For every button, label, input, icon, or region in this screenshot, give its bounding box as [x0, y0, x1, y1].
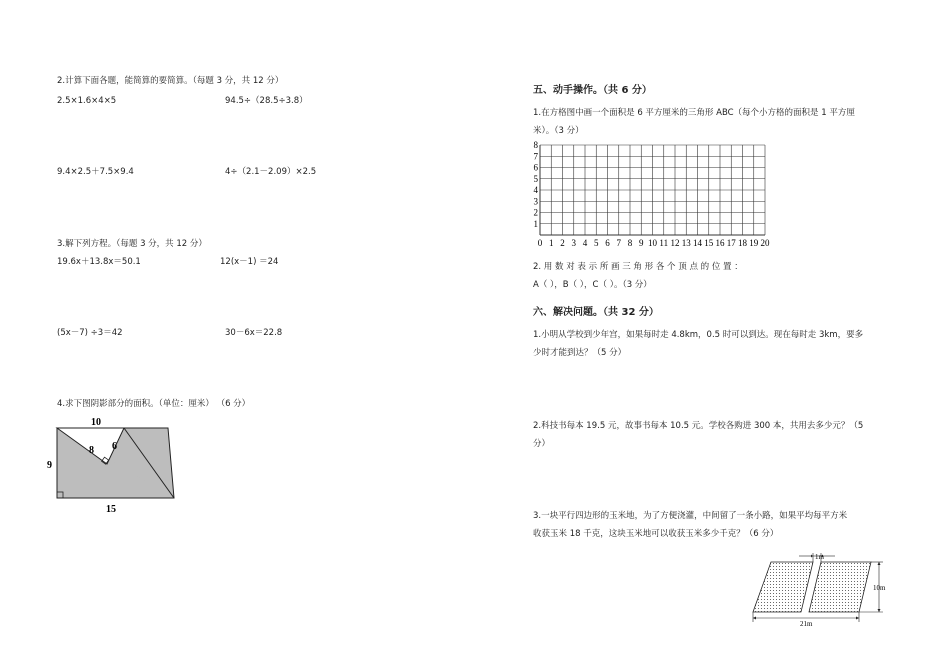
grid-x-label: 3 [571, 238, 576, 248]
s5-q2-line1: 2. 用 数 对 表 示 所 画 三 角 形 各 个 顶 点 的 位 置 ： [533, 262, 743, 272]
s5-q2-line2: A（ ），B（ ），C（ ）。（3 分） [533, 280, 652, 290]
label-left: 9 [47, 460, 52, 471]
grid-x-label: 10 [648, 238, 657, 248]
label-inner-right: 6 [112, 441, 117, 452]
coordinate-grid [528, 140, 778, 250]
s6-q3-line1: 3.一块平行四边形的玉米地，为了方便浇灌，中间留了一条小路，如果平均每平方米 [533, 511, 848, 521]
grid-x-label: 8 [627, 238, 633, 248]
grid-x-label: 7 [616, 238, 621, 248]
field-left-part [753, 562, 813, 612]
grid-x-label: 1 [549, 238, 554, 248]
grid-x-label: 17 [726, 238, 736, 248]
q2-item-3: 9.4×2.5＋7.5×9.4 [57, 167, 134, 177]
s6-q1-line2: 少时才能到达？（5 分） [533, 348, 627, 358]
s6-q1-line1: 1.小明从学校到少年宫，如果每时走 4.8km，0.5 时可以到达。现在每时走 3km，要多 [533, 330, 864, 340]
grid-x-label: 2 [560, 238, 565, 248]
base-label: 21m [800, 620, 813, 628]
grid-y-label: 6 [533, 162, 538, 173]
label-bottom: 15 [106, 504, 116, 515]
q2-item-1: 2.5×1.6×4×5 [57, 96, 117, 106]
grid-x-label: 5 [594, 238, 599, 248]
q2-item-2: 94.5÷（28.5÷3.8） [225, 96, 308, 106]
q4-title: 4.求下图阴影部分的面积。（单位：厘米） （6 分） [57, 399, 251, 409]
s6-q2-line1: 2.科技书每本 19.5 元，故事书每本 10.5 元。学校各购进 300 本，共用去多少元？（5 [533, 421, 864, 431]
grid-y-label: 8 [533, 140, 538, 150]
grid-x-label: 6 [605, 238, 610, 248]
label-inner-left: 8 [89, 445, 94, 456]
s6-q3-line2: 收获玉米 18 千克，这块玉米地可以收获玉米多少千克？（6 分） [533, 529, 779, 539]
grid-x-label: 0 [537, 238, 543, 248]
grid-y-label: 5 [533, 173, 538, 184]
grid-x-label: 20 [760, 238, 770, 248]
grid-x-label: 15 [704, 238, 714, 248]
q3-title: 3.解下列方程。（每题 3 分，共 12 分） [57, 239, 207, 249]
grid-x-label: 11 [659, 238, 669, 248]
grid-y-label: 1 [533, 218, 538, 229]
q3-item-3: (5x－7) ÷3＝42 [57, 328, 123, 338]
grid-x-label: 12 [670, 238, 680, 248]
path-width-label: 1m [815, 553, 824, 561]
s6-q2-line2: 分） [533, 439, 551, 449]
q2-title: 2.计算下面各题，能简算的要简算。（每题 3 分，共 12 分） [57, 76, 284, 86]
grid-x-label: 14 [693, 238, 702, 248]
height-label: 10m [873, 584, 886, 592]
q3-item-2: 12(x－1) ＝24 [220, 257, 279, 267]
grid-x-label: 9 [639, 238, 644, 248]
s5-q1-line1: 1.在方格图中画一个面积是 6 平方厘米的三角形 ABC（每个小方格的面积是 1 平方厘 [533, 108, 855, 118]
section5-heading: 五、动手操作。（共 6 分） [533, 85, 652, 96]
label-top: 10 [91, 417, 101, 428]
q3-item-1: 19.6x＋13.8x＝50.1 [57, 257, 141, 267]
grid-y-label: 3 [533, 196, 538, 207]
field-right-part [809, 562, 871, 612]
grid-x-label: 13 [681, 238, 691, 248]
grid-x-label: 4 [582, 238, 588, 248]
grid-x-label: 16 [715, 238, 725, 248]
trapezoid-figure [44, 412, 184, 516]
grid-x-label: 18 [738, 238, 747, 248]
grid-y-label: 7 [533, 151, 538, 162]
q2-item-4: 4÷（2.1－2.09）×2.5 [225, 167, 317, 177]
grid-y-label: 2 [533, 207, 538, 218]
section6-heading: 六、解决问题。（共 32 分） [533, 307, 659, 318]
grid-x-label: 19 [749, 238, 759, 248]
s5-q1-line2: 米）。（3 分） [533, 126, 584, 136]
q3-item-4: 30－6x＝22.8 [225, 328, 283, 338]
grid-y-label: 4 [533, 185, 538, 195]
parallelogram-figure [745, 550, 890, 630]
